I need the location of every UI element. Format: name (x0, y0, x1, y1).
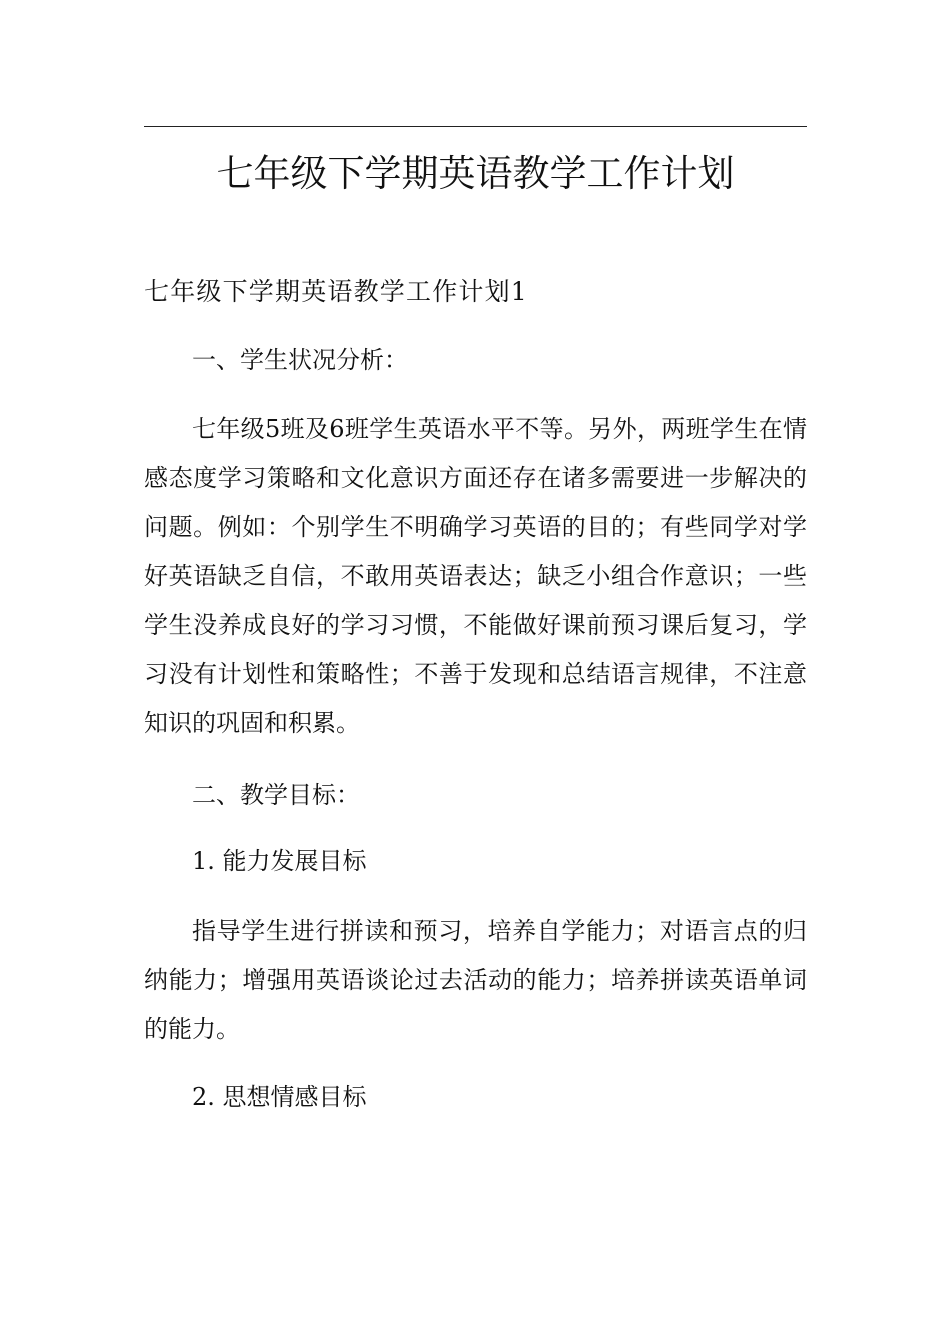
heading-teaching-goals: 二、教学目标： (192, 781, 360, 809)
document-title: 七年级下学期英语教学工作计划 (216, 152, 735, 195)
section-title: 七年级下学期英语教学工作计划1 (144, 277, 528, 306)
heading-student-analysis: 一、学生状况分析： (192, 346, 408, 374)
top-divider (144, 126, 807, 127)
subheading-emotion-goals: 2. 思想情感目标 (192, 1083, 367, 1111)
paragraph-student-analysis: 七年级5班及6班学生英语水平不等。另外，两班学生在情感态度学习策略和文化意识方面还存在诸多需要进一步解决的问题。例如：个别学生不明确学习英语的目的；有些同学对学好英语缺乏自信，不敢用英语表达；缺乏小组合作意识；一些学生没养成良好的学习习惯，不能做好课前预习课后复习，学习没有计划性和策略性；不善于发现和总结语言规律，不注意知识的巩固和积累。 (144, 415, 807, 737)
subheading-ability-goals: 1. 能力发展目标 (192, 847, 367, 875)
paragraph-ability-goals: 指导学生进行拼读和预习，培养自学能力；对语言点的归纳能力；增强用英语谈论过去活动的能力；培养拼读英语单词的能力。 (144, 917, 807, 1043)
